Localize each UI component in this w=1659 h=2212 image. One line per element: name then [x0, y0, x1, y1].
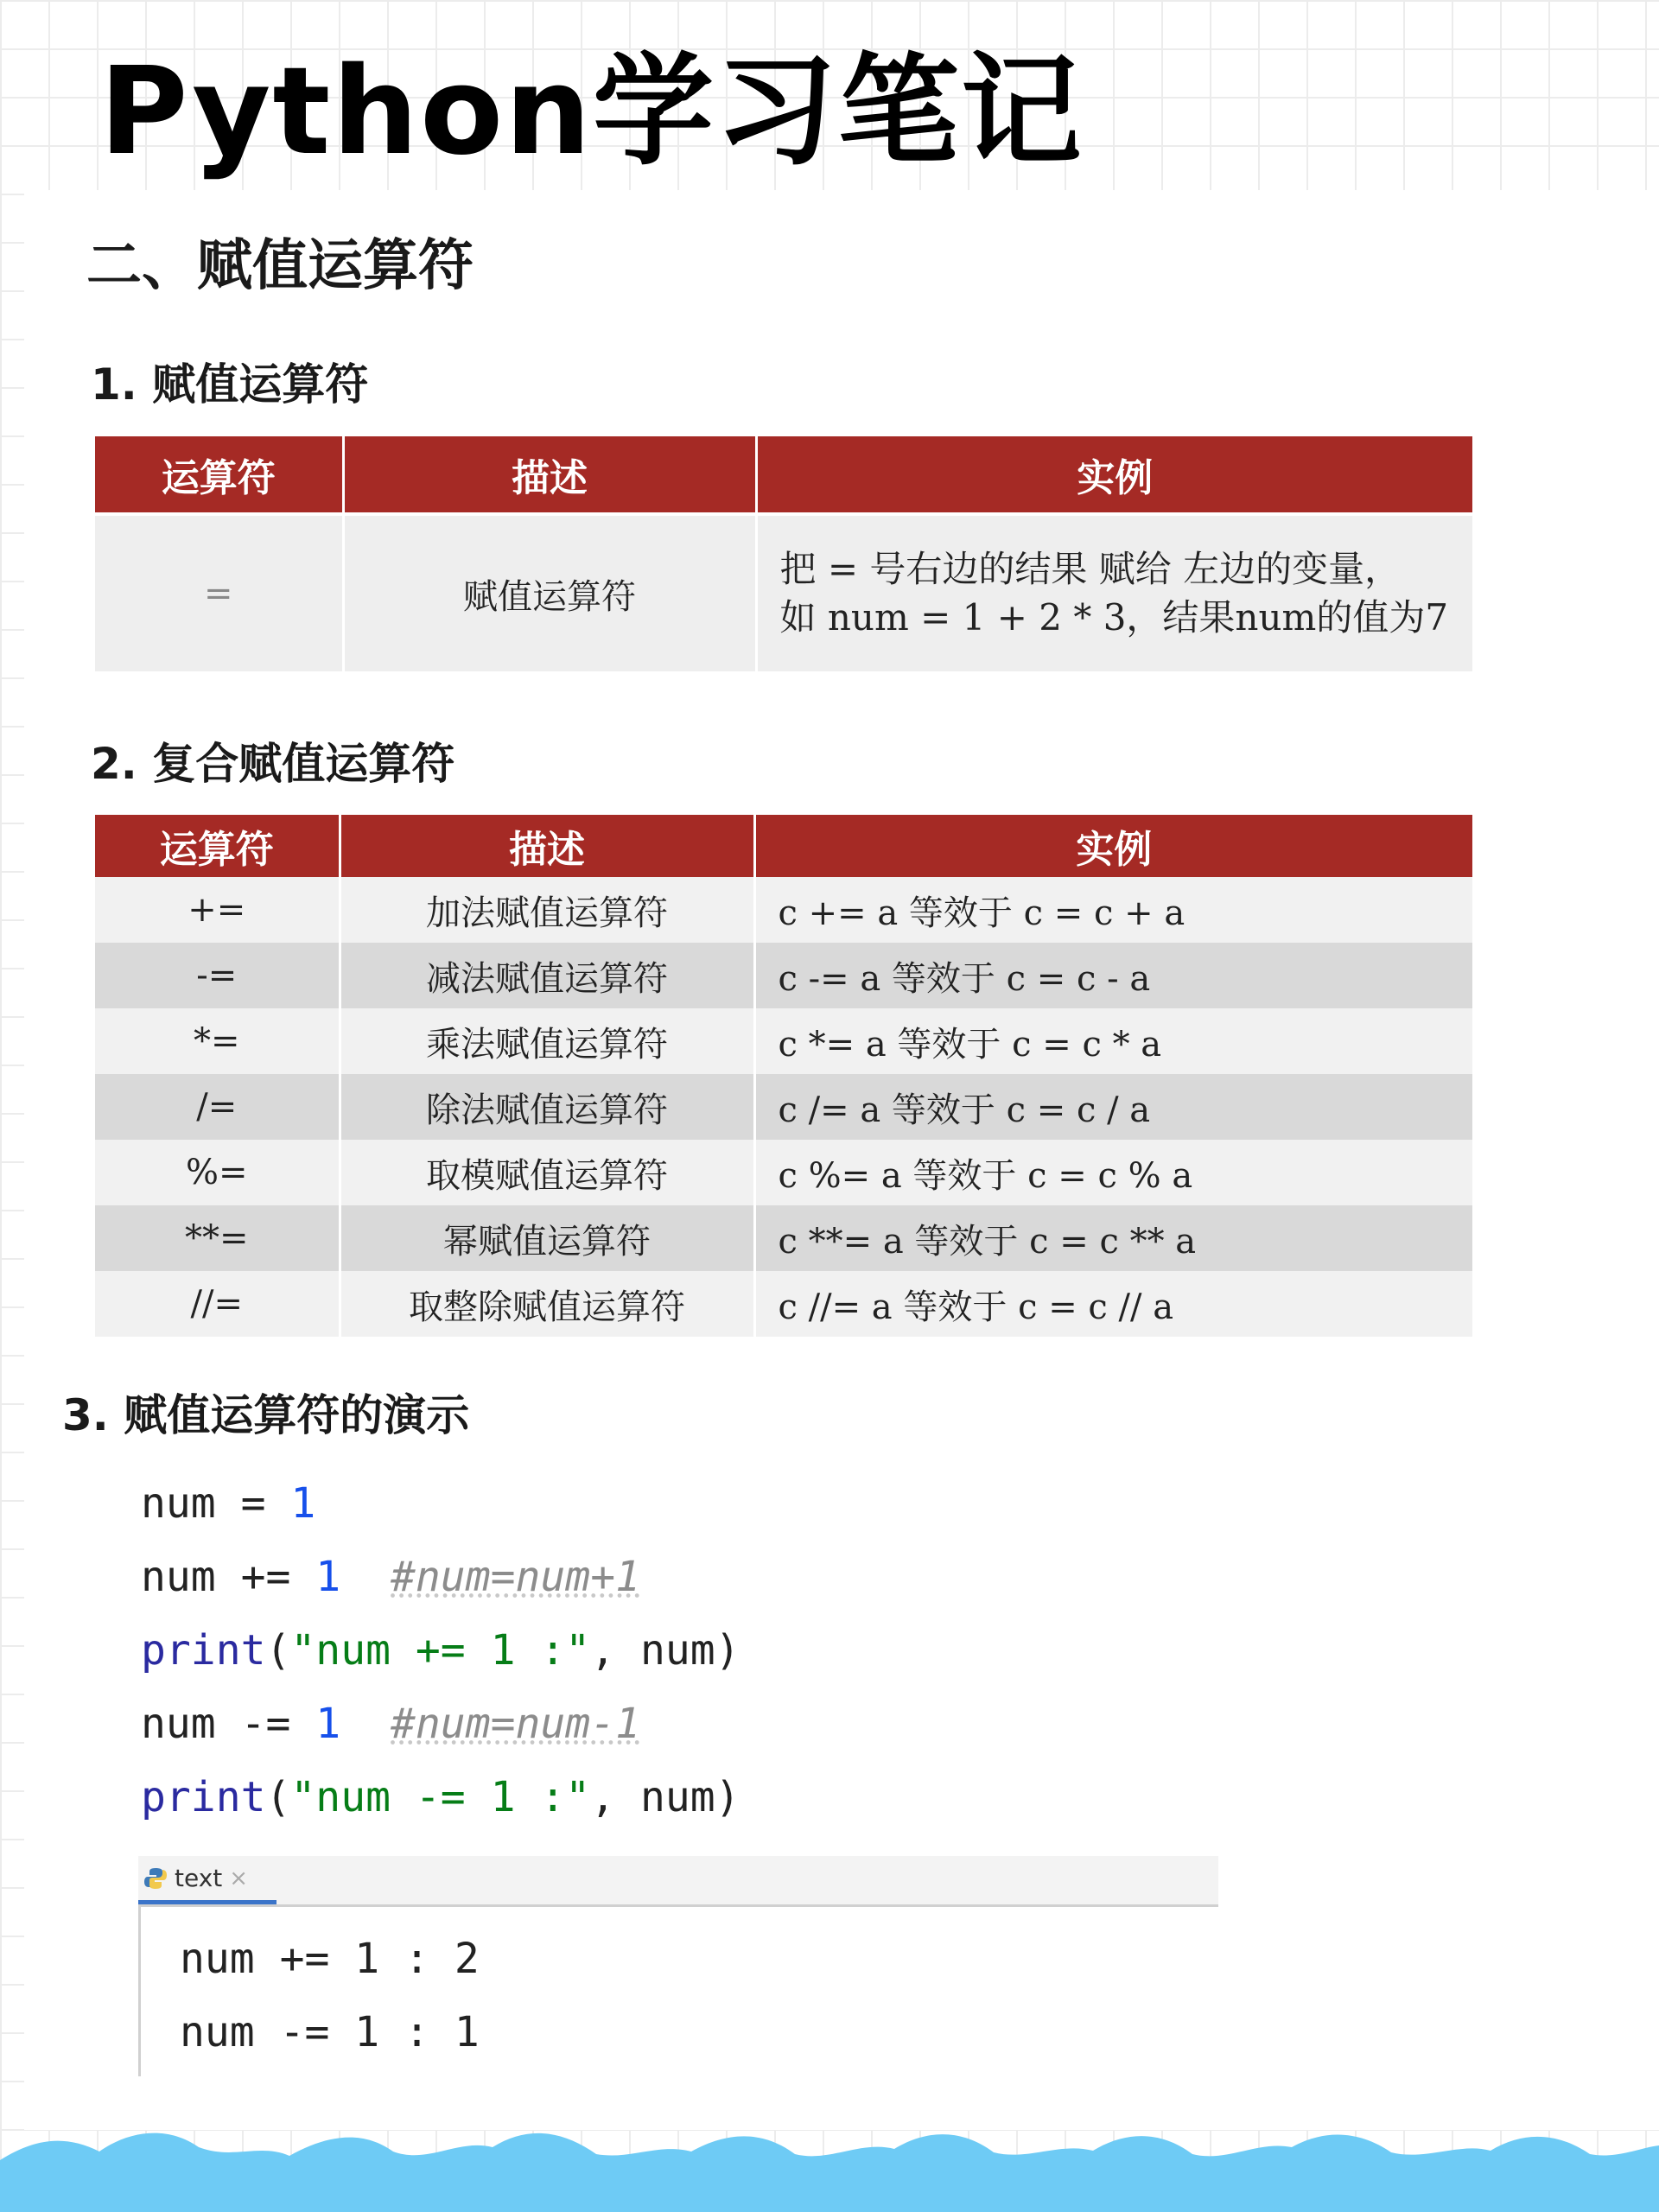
table-row: [95, 514, 1472, 671]
page-title: Python学习笔记: [99, 41, 1084, 182]
table-header-row: [95, 436, 1472, 514]
table-header-row: [95, 815, 1472, 877]
table-row: [95, 1205, 1472, 1271]
cell-operator: -=: [95, 943, 340, 1008]
section-heading: 二、赋值运算符: [86, 234, 474, 298]
console-tab-bar: [138, 1856, 1218, 1907]
table-row: [95, 943, 1472, 1008]
output-line-1: num += 1 : 2: [180, 1935, 480, 1983]
cell-operator: +=: [95, 877, 340, 943]
cell-description: 取整除赋值运算符: [340, 1271, 754, 1337]
compound-operator-table: [95, 815, 1472, 1337]
header-operator: 运算符: [95, 815, 340, 877]
subheading-2: 2. 复合赋值运算符: [91, 739, 455, 789]
code-comment: #num=num-1: [391, 1700, 640, 1748]
cell-operator: /=: [95, 1074, 340, 1140]
header-description: 描述: [343, 436, 756, 514]
cell-example: c -= a 等效于 c = c - a: [754, 943, 1472, 1008]
decorative-wave-border: [0, 2121, 1659, 2212]
cell-example: c /= a 等效于 c = c / a: [754, 1074, 1472, 1140]
table-row: [95, 1140, 1472, 1205]
subheading-3: 3. 赋值运算符的演示: [62, 1390, 470, 1440]
code-comment: #num=num+1: [391, 1553, 640, 1601]
close-icon[interactable]: ×: [229, 1865, 249, 1891]
code-line-2: num += 1 #num=num+1: [141, 1553, 640, 1601]
code-line-4: num -= 1 #num=num-1: [141, 1700, 640, 1748]
python-file-icon: [143, 1866, 168, 1891]
console-tab-label: text: [175, 1864, 223, 1892]
cell-example: [756, 514, 1472, 671]
assignment-operator-table: [95, 436, 1472, 671]
cell-operator: =: [95, 514, 343, 671]
cell-description: 赋值运算符: [343, 514, 756, 671]
header-example: 实例: [754, 815, 1472, 877]
table-row: [95, 877, 1472, 943]
code-line-3: print("num += 1 :", num): [141, 1626, 741, 1675]
code-line-5: print("num -= 1 :", num): [141, 1773, 741, 1821]
example-line-1: 把 = 号右边的结果 赋给 左边的变量，: [779, 548, 1402, 590]
header-description: 描述: [340, 815, 754, 877]
cell-operator: %=: [95, 1140, 340, 1205]
table-row: [95, 1271, 1472, 1337]
cell-operator: //=: [95, 1271, 340, 1337]
subheading-1: 1. 赋值运算符: [91, 359, 369, 410]
cell-example: c **= a 等效于 c = c ** a: [754, 1205, 1472, 1271]
output-line-2: num -= 1 : 1: [180, 2008, 480, 2056]
cell-description: 加法赋值运算符: [340, 877, 754, 943]
cell-description: 除法赋值运算符: [340, 1074, 754, 1140]
header-example: 实例: [756, 436, 1472, 514]
cell-description: 取模赋值运算符: [340, 1140, 754, 1205]
table-row: [95, 1074, 1472, 1140]
cell-example: c %= a 等效于 c = c % a: [754, 1140, 1472, 1205]
example-line-2: 如 num = 1 + 2 * 3，结果num的值为7: [779, 596, 1449, 639]
header-operator: 运算符: [95, 436, 343, 514]
cell-operator: **=: [95, 1205, 340, 1271]
cell-example: c //= a 等效于 c = c // a: [754, 1271, 1472, 1337]
console-output: [138, 1907, 1221, 2076]
code-snippet: [141, 1467, 741, 1834]
cell-example: c *= a 等效于 c = c * a: [754, 1008, 1472, 1074]
table-row: [95, 1008, 1472, 1074]
run-console: [138, 1856, 1218, 2076]
cell-example: c += a 等效于 c = c + a: [754, 877, 1472, 943]
console-tab-text[interactable]: [138, 1856, 276, 1904]
code-line-1: num = 1: [141, 1479, 316, 1528]
cell-description: 减法赋值运算符: [340, 943, 754, 1008]
cell-description: 乘法赋值运算符: [340, 1008, 754, 1074]
cell-operator: *=: [95, 1008, 340, 1074]
cell-description: 幂赋值运算符: [340, 1205, 754, 1271]
